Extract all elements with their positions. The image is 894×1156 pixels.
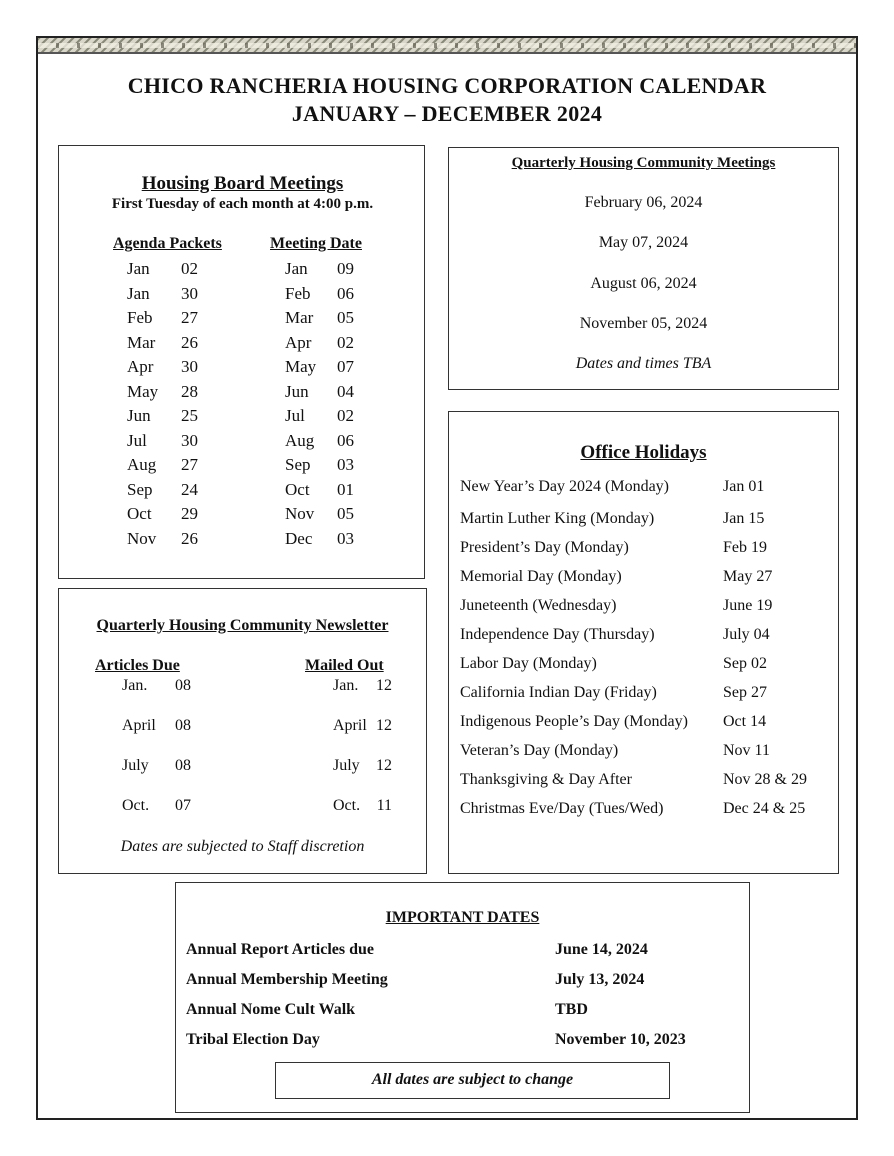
meeting-day: 02 (337, 406, 354, 425)
important-date: TBD (555, 1001, 588, 1018)
holiday-date: May 27 (723, 568, 773, 585)
meeting-day: 06 (337, 283, 354, 303)
community-date: August 06, 2024 (590, 275, 697, 292)
newsletter-box (58, 588, 427, 874)
agenda-day: 29 (181, 504, 198, 523)
change-note-box (275, 1062, 670, 1099)
articles-due-day: 08 (175, 757, 191, 774)
meeting-month: Mar (285, 308, 314, 327)
board-title: Housing Board Meetings (141, 173, 344, 194)
meeting-day: 03 (337, 455, 354, 474)
agenda-month: Aug (127, 455, 157, 474)
meeting-day: 09 (337, 259, 354, 278)
mailed-out-month: Jan. (333, 677, 359, 694)
important-title: IMPORTANT DATES (385, 909, 540, 926)
community-note: Dates and times TBA (575, 355, 712, 372)
articles-due-day: 07 (175, 797, 191, 814)
important-label: Annual Membership Meeting (186, 971, 388, 988)
meeting-day: 03 (337, 528, 354, 548)
holiday-date: Sep 02 (723, 655, 767, 672)
page-subtitle: JANUARY – DECEMBER 2024 (291, 101, 603, 126)
articles-due-month: July (122, 757, 149, 774)
mailed-out-month: April (333, 717, 367, 734)
holiday-date: Jan 15 (723, 510, 765, 527)
articles-due-month: April (122, 717, 156, 734)
meeting-month: Dec (285, 528, 313, 548)
community-date: February 06, 2024 (584, 194, 703, 211)
holiday-name: Veteran’s Day (Monday) (460, 742, 619, 759)
holiday-name: President’s Day (Monday) (460, 539, 629, 556)
holiday-date: July 04 (723, 626, 770, 643)
meeting-day: 01 (337, 479, 354, 499)
holiday-date: Oct 14 (723, 713, 767, 730)
agenda-month: Feb (127, 308, 153, 327)
meeting-day: 07 (337, 357, 354, 376)
decorative-border-band (38, 38, 856, 54)
important-label: Tribal Election Day (186, 1031, 320, 1048)
agenda-day: 26 (181, 332, 198, 352)
agenda-day: 28 (181, 381, 198, 401)
meeting-month: Feb (285, 283, 311, 303)
important-dates-box (175, 882, 750, 1113)
meeting-month: Sep (285, 455, 311, 474)
meeting-date-header: Meeting Date (270, 235, 362, 252)
articles-due-day: 08 (175, 717, 191, 734)
agenda-day: 27 (181, 308, 198, 327)
agenda-day: 25 (181, 406, 198, 425)
community-date: November 05, 2024 (579, 315, 708, 332)
meeting-month: Jun (285, 381, 309, 401)
page-title: CHICO RANCHERIA HOUSING CORPORATION CALENDAR (127, 73, 767, 98)
holiday-date: Feb 19 (723, 539, 767, 556)
agenda-packets-header: Agenda Packets (113, 235, 222, 252)
articles-due-month: Jan. (122, 677, 148, 694)
holiday-name: Christmas Eve/Day (Tues/Wed) (460, 800, 664, 817)
agenda-day: 26 (181, 528, 198, 548)
important-label: Annual Report Articles due (186, 941, 374, 958)
agenda-month: Oct (127, 504, 152, 523)
meeting-day: 06 (337, 430, 354, 450)
articles-due-month: Oct. (122, 797, 150, 814)
holiday-name: Labor Day (Monday) (460, 655, 597, 672)
agenda-month: Apr (127, 357, 154, 376)
holiday-name: California Indian Day (Friday) (460, 684, 657, 701)
meeting-day: 05 (337, 308, 354, 327)
agenda-month: Jul (127, 430, 147, 450)
important-date: November 10, 2023 (555, 1031, 686, 1048)
mailed-out-month: Oct. (333, 797, 361, 814)
articles-due-header: Articles Due (95, 657, 180, 674)
mailed-out-day: 12 (376, 757, 392, 774)
community-date: May 07, 2024 (598, 234, 689, 251)
holiday-date: Jan 01 (723, 478, 765, 495)
agenda-month: Jan (127, 259, 150, 278)
meeting-day: 04 (337, 381, 354, 401)
meeting-month: Nov (285, 504, 315, 523)
office-holidays-box (448, 411, 839, 874)
agenda-month: Mar (127, 332, 156, 352)
holiday-name: Martin Luther King (Monday) (460, 510, 655, 527)
change-note: All dates are subject to change (371, 1071, 574, 1088)
agenda-day: 27 (181, 455, 198, 474)
holiday-date: Dec 24 & 25 (723, 800, 806, 817)
mailed-out-day: 11 (376, 797, 392, 814)
newsletter-note: Dates are subjected to Staff discretion (120, 838, 365, 855)
meeting-month: Aug (285, 430, 315, 450)
agenda-day: 30 (181, 357, 198, 376)
important-date: June 14, 2024 (555, 941, 648, 958)
holiday-date: Nov 11 (723, 742, 770, 759)
community-meetings-box (448, 147, 839, 390)
holiday-name: New Year’s Day 2024 (Monday) (460, 478, 670, 495)
board-meetings-box (58, 145, 425, 579)
holiday-name: Juneteenth (Wednesday) (460, 597, 617, 614)
agenda-month: Nov (127, 528, 157, 548)
articles-due-day: 08 (175, 677, 191, 694)
agenda-month: May (127, 381, 159, 401)
meeting-month: Jul (285, 406, 305, 425)
holiday-date: Nov 28 & 29 (723, 771, 807, 788)
mailed-out-day: 12 (376, 717, 392, 734)
community-title: Quarterly Housing Community Meetings (511, 155, 776, 171)
newsletter-title: Quarterly Housing Community Newsletter (96, 617, 389, 634)
agenda-month: Jan (127, 283, 150, 303)
mailed-out-header: Mailed Out (305, 657, 384, 674)
holiday-date: Sep 27 (723, 684, 767, 701)
agenda-day: 30 (181, 283, 198, 303)
holidays-title: Office Holidays (580, 442, 707, 463)
important-date: July 13, 2024 (555, 971, 645, 988)
agenda-month: Sep (127, 479, 153, 499)
meeting-month: Apr (285, 332, 312, 352)
meeting-month: Jan (285, 259, 308, 278)
holiday-name: Independence Day (Thursday) (460, 626, 655, 643)
meeting-month: May (285, 357, 317, 376)
meeting-day: 02 (337, 332, 354, 352)
mailed-out-month: July (333, 757, 360, 774)
agenda-day: 30 (181, 430, 198, 450)
agenda-day: 02 (181, 259, 198, 278)
board-subtitle: First Tuesday of each month at 4:00 p.m. (111, 196, 374, 212)
meeting-month: Oct (285, 479, 310, 499)
agenda-day: 24 (181, 479, 198, 499)
agenda-month: Jun (127, 406, 151, 425)
holiday-date: June 19 (723, 597, 773, 614)
meeting-day: 05 (337, 504, 354, 523)
holiday-name: Memorial Day (Monday) (460, 568, 622, 585)
holiday-name: Indigenous People’s Day (Monday) (460, 713, 688, 730)
mailed-out-day: 12 (376, 677, 392, 694)
holiday-name: Thanksgiving & Day After (460, 771, 632, 788)
important-label: Annual Nome Cult Walk (186, 1001, 356, 1018)
